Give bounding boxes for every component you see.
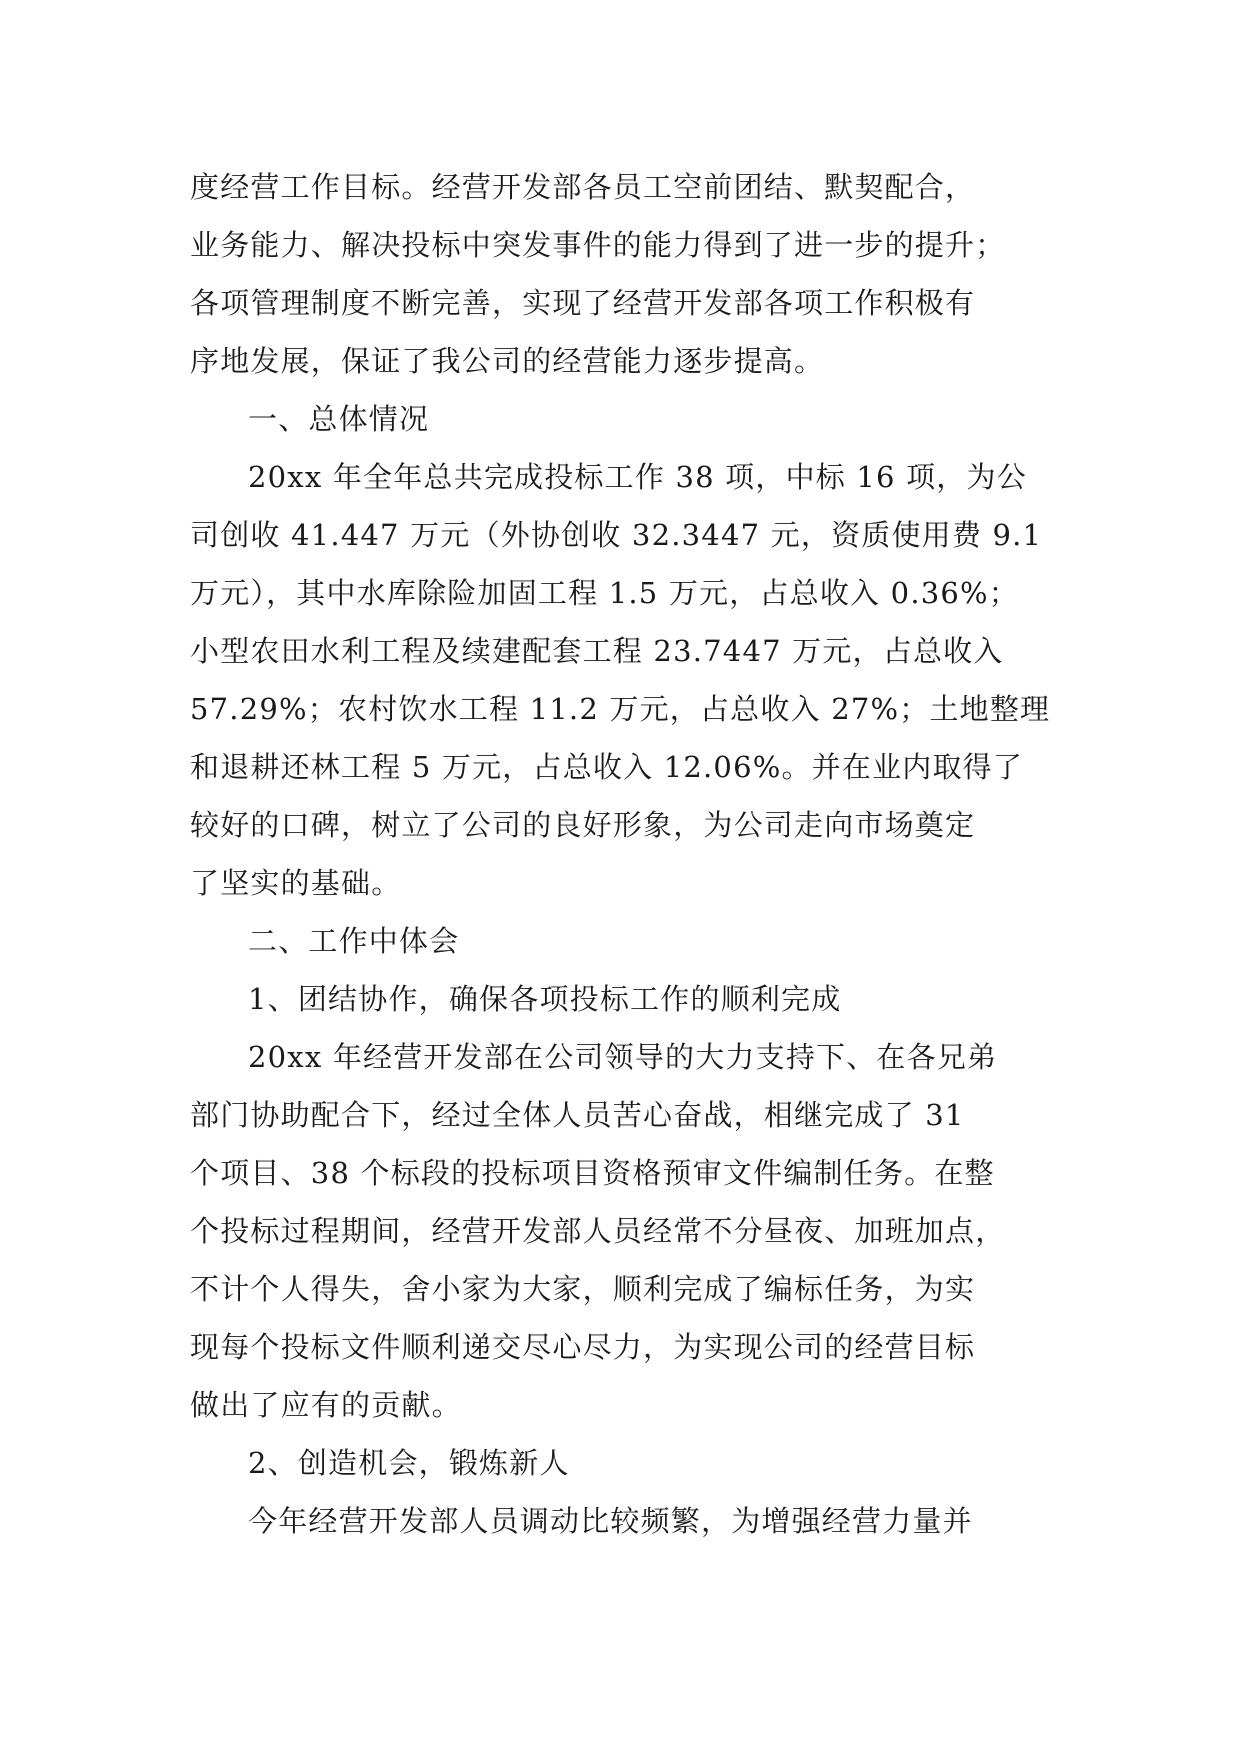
text-line: 度经营工作目标。经营开发部各员工空前团结、默契配合，	[190, 170, 976, 204]
text-line: 司创收 41.447 万元（外协创收 32.3447 元，资质使用费 9.1	[190, 518, 1043, 552]
text-line: 57.29%；农村饮水工程 11.2 万元，占总收入 27%；土地整理	[190, 692, 1051, 726]
text-line: 业务能力、解决投标中突发事件的能力得到了进一步的提升；	[190, 228, 1006, 262]
text-line: 小型农田水利工程及续建配套工程 23.7447 万元，占总收入	[190, 634, 1004, 668]
text-line: 和退耕还林工程 5 万元，占总收入 12.06%。并在业内取得了	[190, 750, 1024, 784]
text-line: 了坚实的基础。	[190, 866, 402, 900]
text-line: 现每个投标文件顺利递交尽心尽力，为实现公司的经营目标	[190, 1330, 976, 1364]
text-line: 2、创造机会，锻炼新人	[248, 1446, 570, 1480]
text-line: 做出了应有的贡献。	[190, 1388, 462, 1422]
text-line: 20xx 年全年总共完成投标工作 38 项，中标 16 项，为公	[248, 460, 1027, 494]
text-line: 一、总体情况	[248, 402, 430, 436]
text-line: 个项目、38 个标段的投标项目资格预审文件编制任务。在整	[190, 1156, 995, 1190]
text-line: 序地发展，保证了我公司的经营能力逐步提高。	[190, 344, 825, 378]
document-body	[190, 158, 1070, 1550]
text-line: 1、团结协作，确保各项投标工作的顺利完成	[248, 982, 842, 1016]
text-line: 个投标过程期间，经营开发部人员经常不分昼夜、加班加点，	[190, 1214, 1006, 1248]
text-line: 今年经营开发部人员调动比较频繁，为增强经营力量并	[248, 1504, 973, 1538]
text-line: 各项管理制度不断完善，实现了经营开发部各项工作积极有	[190, 286, 976, 320]
text-line: 较好的口碑，树立了公司的良好形象，为公司走向市场奠定	[190, 808, 976, 842]
text-line: 20xx 年经营开发部在公司领导的大力支持下、在各兄弟	[248, 1040, 998, 1074]
text-line: 二、工作中体会	[248, 924, 460, 958]
text-line: 不计个人得失，舍小家为大家，顺利完成了编标任务，为实	[190, 1272, 976, 1306]
text-line: 万元），其中水库除险加固工程 1.5 万元，占总收入 0.36%；	[190, 576, 1020, 610]
text-line: 部门协助配合下，经过全体人员苦心奋战，相继完成了 31	[190, 1098, 965, 1132]
